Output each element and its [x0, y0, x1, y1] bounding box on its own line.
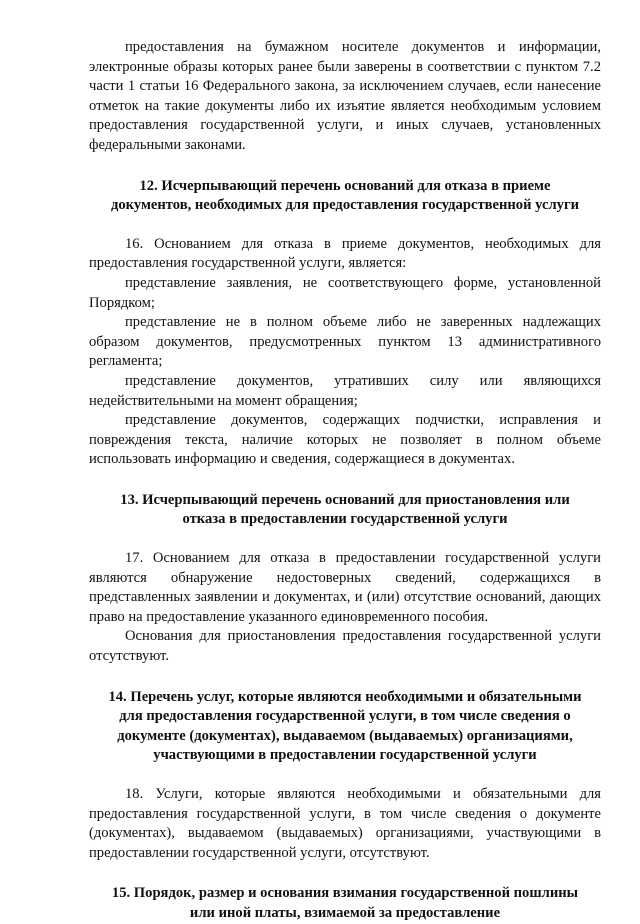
- paragraph-18: 18. Услуги, которые являются необходимыми и обязательными для предоставления государственной услуги, в том числе сведения о документе (документах), выдаваемом (выдаваемых) организациями, участвующими в предоставлении государственной услуги, отсутствуют.: [89, 786, 601, 861]
- document-page: [89, 38, 601, 924]
- paragraph-17-suspension: Основания для приостановления предоставления государственной услуги отсутствуют.: [89, 628, 601, 665]
- section-heading-12: 12. Исчерпывающий перечень оснований для отказа в приеме документов, необходимых для предоставления государственной услуги: [111, 177, 579, 214]
- section-heading-13: 13. Исчерпывающий перечень оснований для приостановления или отказа в предоставлении государственной услуги: [120, 491, 570, 528]
- paragraph-16-item-b: представление не в полном объеме либо не заверенных надлежащих образом документов, предусмотренных пунктом 13 административного регламента;: [89, 314, 601, 370]
- paragraph-17: 17. Основанием для отказа в предоставлении государственной услуги являются обнаружение недостоверных сведений, содержащихся в представленных заявлении и документах, и (или) отсутствие оснований, дающих право на предоставление указанного единовременного пособия.: [89, 550, 601, 625]
- paragraph-16-item-c: представление документов, утративших силу или являющихся недействительными на момент обращения;: [89, 372, 601, 409]
- paragraph-16-item-a: представление заявления, не соответствующего форме, установленной Порядком;: [89, 274, 601, 311]
- paragraph-16: 16. Основанием для отказа в приеме документов, необходимых для предоставления государственной услуги, является:: [89, 235, 601, 272]
- section-heading-15: 15. Порядок, размер и основания взимания государственной пошлины или иной платы, взимаемой за предоставление: [111, 885, 579, 921]
- section-heading-14: 14. Перечень услуг, которые являются необходимыми и обязательными для предоставления государственной услуги, в том числе сведения о документе (документах), выдаваемом (выдаваемых) организациями, участвующими в предоставлении государственной услуги: [108, 688, 582, 764]
- paragraph-16-item-d: представление документов, содержащих подчистки, исправления и повреждения текста, наличие которых не позволяет в полном объеме использовать информацию и сведения, содержащиеся в документах.: [89, 412, 601, 468]
- paragraph-intro: предоставления на бумажном носителе документов и информации, электронные образы которых ранее были заверены в соответствии с пунктом 7.2 части 1 статьи 16 Федерального закона, за исключением случаев, если нанесение отметок на такие документы либо их изъятие является необходимым условием предоставления государственной услуги, и иных случаев, установленных федеральными законами.: [89, 39, 601, 153]
